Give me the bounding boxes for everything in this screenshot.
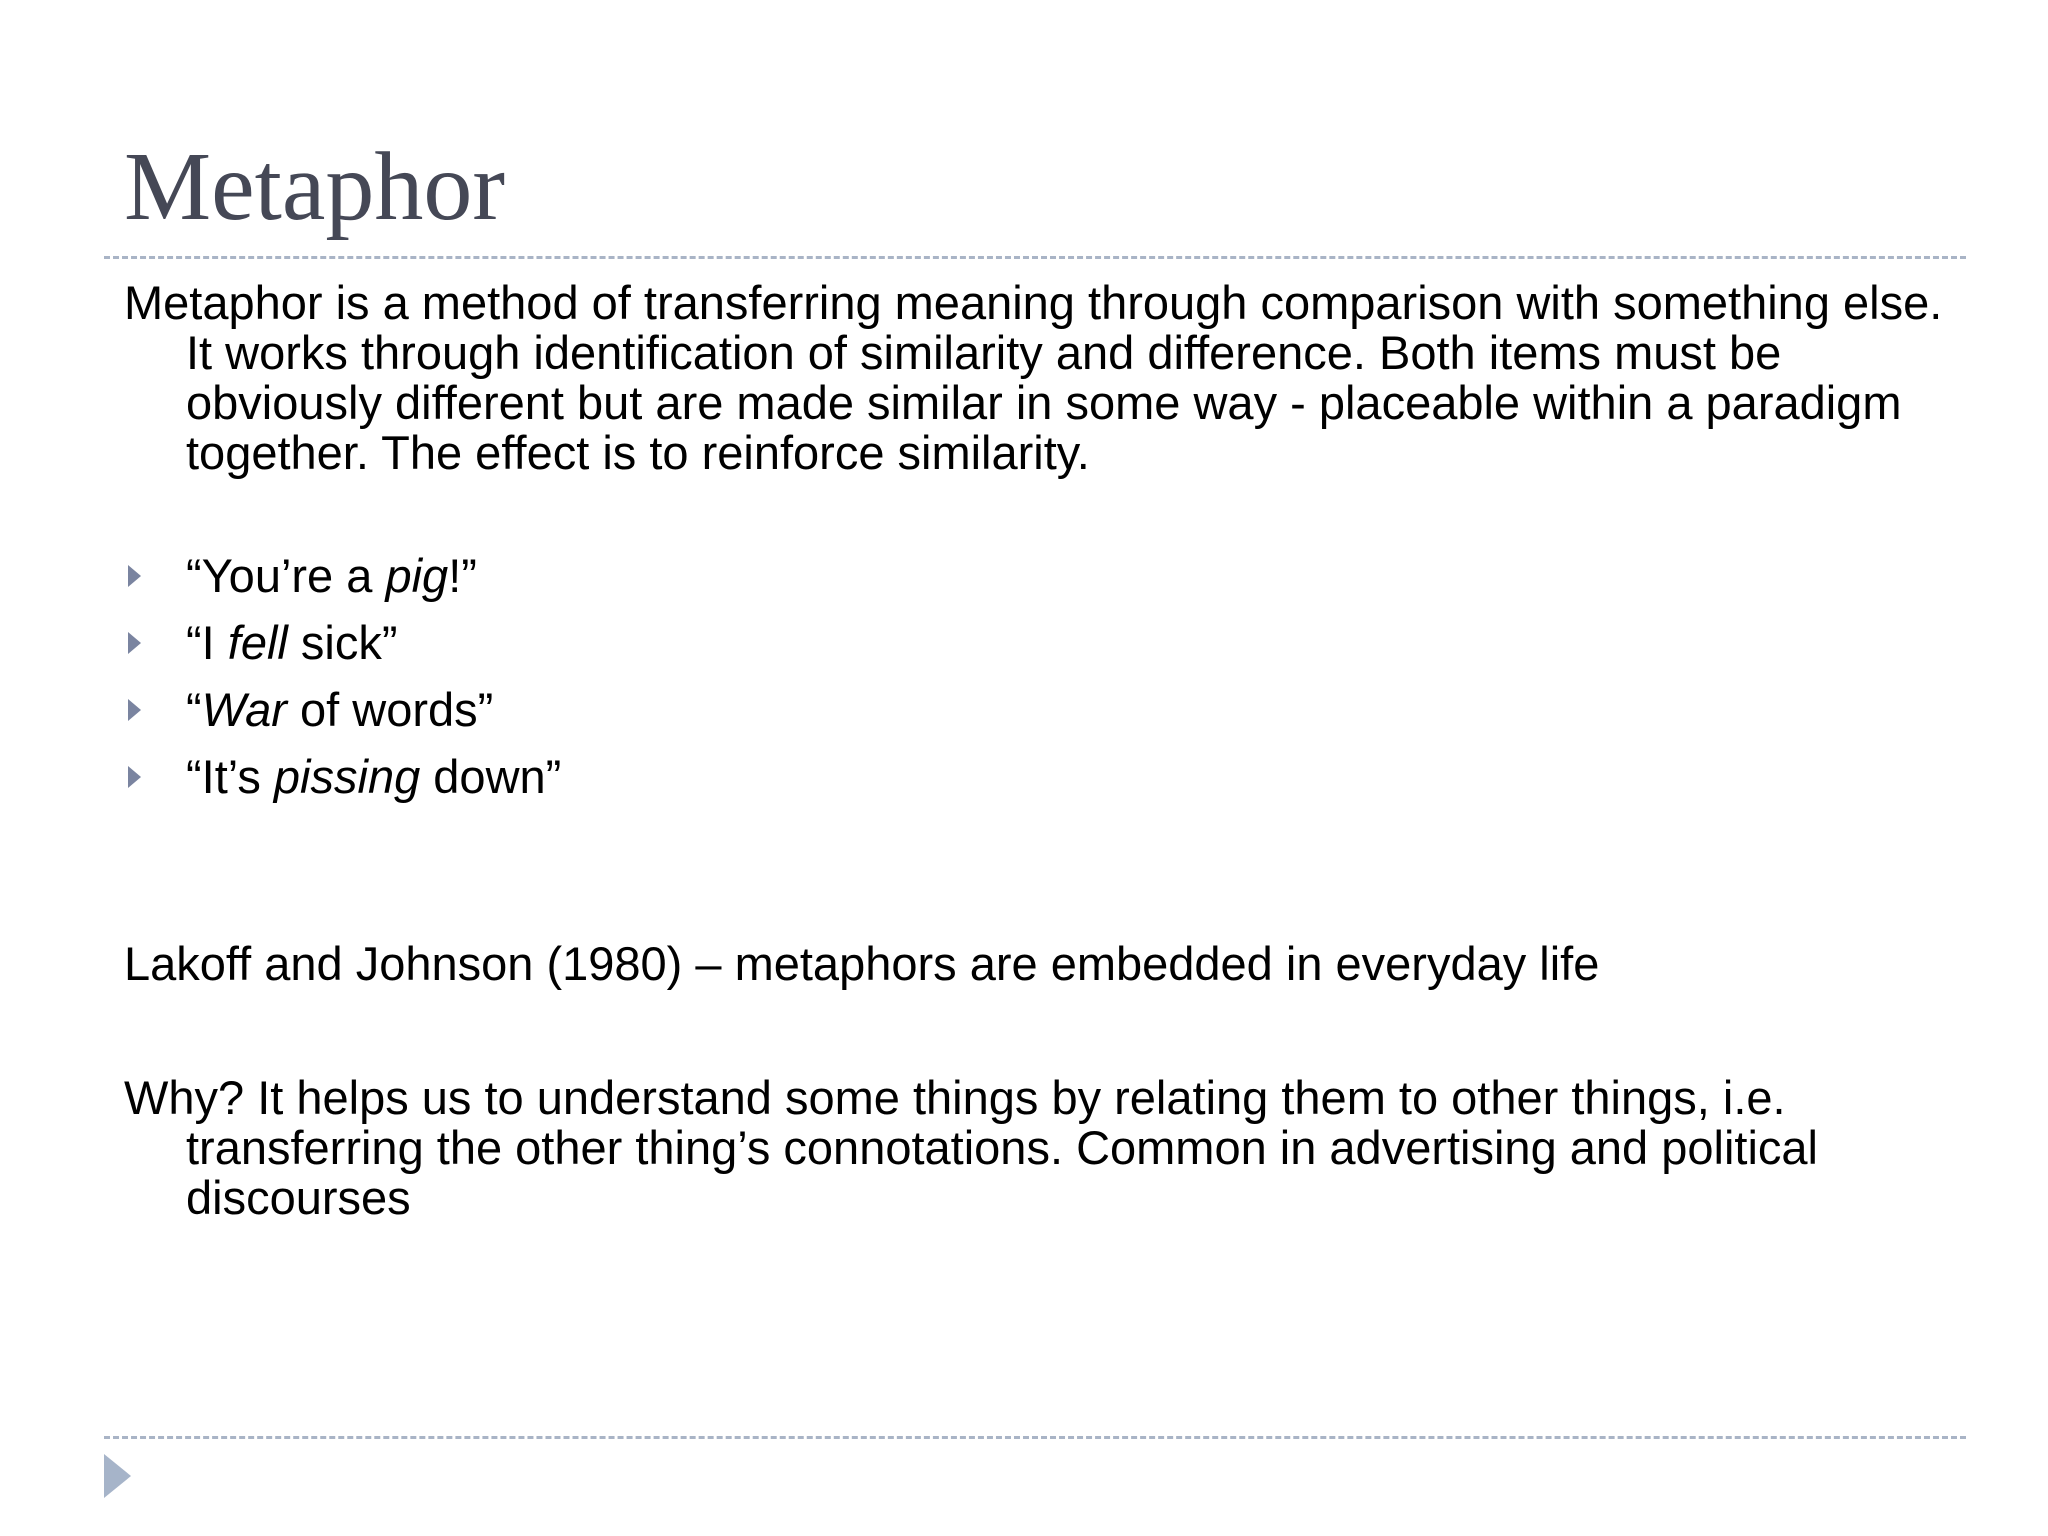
emphasized-word: War (201, 683, 287, 736)
quote-text: sick” (287, 616, 398, 669)
footer-divider (104, 1436, 1966, 1439)
intro-paragraph: Metaphor is a method of transferring meaning through comparison with something else. It works through identification of similarity and difference. Both items must be obviously different but are made similar in some way - placeable within a paradigm together. The effect is to reinforce similarity. (124, 276, 1943, 479)
quote-text: “ (186, 683, 202, 736)
emphasized-word: fell (227, 616, 288, 669)
triangle-right-icon (128, 766, 141, 788)
triangle-right-icon (128, 632, 141, 654)
why-paragraph: Why? It helps us to understand some things by relating them to other things, i.e. transferring the other thing’s connotations. Common in advertising and political discourses (124, 1071, 1818, 1224)
quote-text: !” (448, 549, 477, 602)
list-item (124, 743, 1954, 810)
list-item (124, 542, 1954, 609)
list-item (124, 676, 1954, 743)
quote-text: “It’s (186, 750, 274, 803)
emphasized-word: pissing (273, 750, 421, 803)
quote-text: “You’re a (186, 549, 386, 602)
play-arrow-icon[interactable] (104, 1454, 131, 1498)
quote-text: “I (186, 616, 228, 669)
list-item (124, 609, 1954, 676)
example-list (124, 542, 1954, 810)
triangle-right-icon (128, 565, 141, 587)
slide-title: Metaphor (124, 133, 505, 241)
reference-line: Lakoff and Johnson (1980) – metaphors are embedded in everyday life (124, 937, 1600, 990)
slide-body (124, 278, 1954, 1223)
quote-text: down” (420, 750, 562, 803)
triangle-right-icon (128, 699, 141, 721)
emphasized-word: pig (385, 549, 449, 602)
quote-text: of words” (286, 683, 494, 736)
title-divider (104, 256, 1966, 259)
